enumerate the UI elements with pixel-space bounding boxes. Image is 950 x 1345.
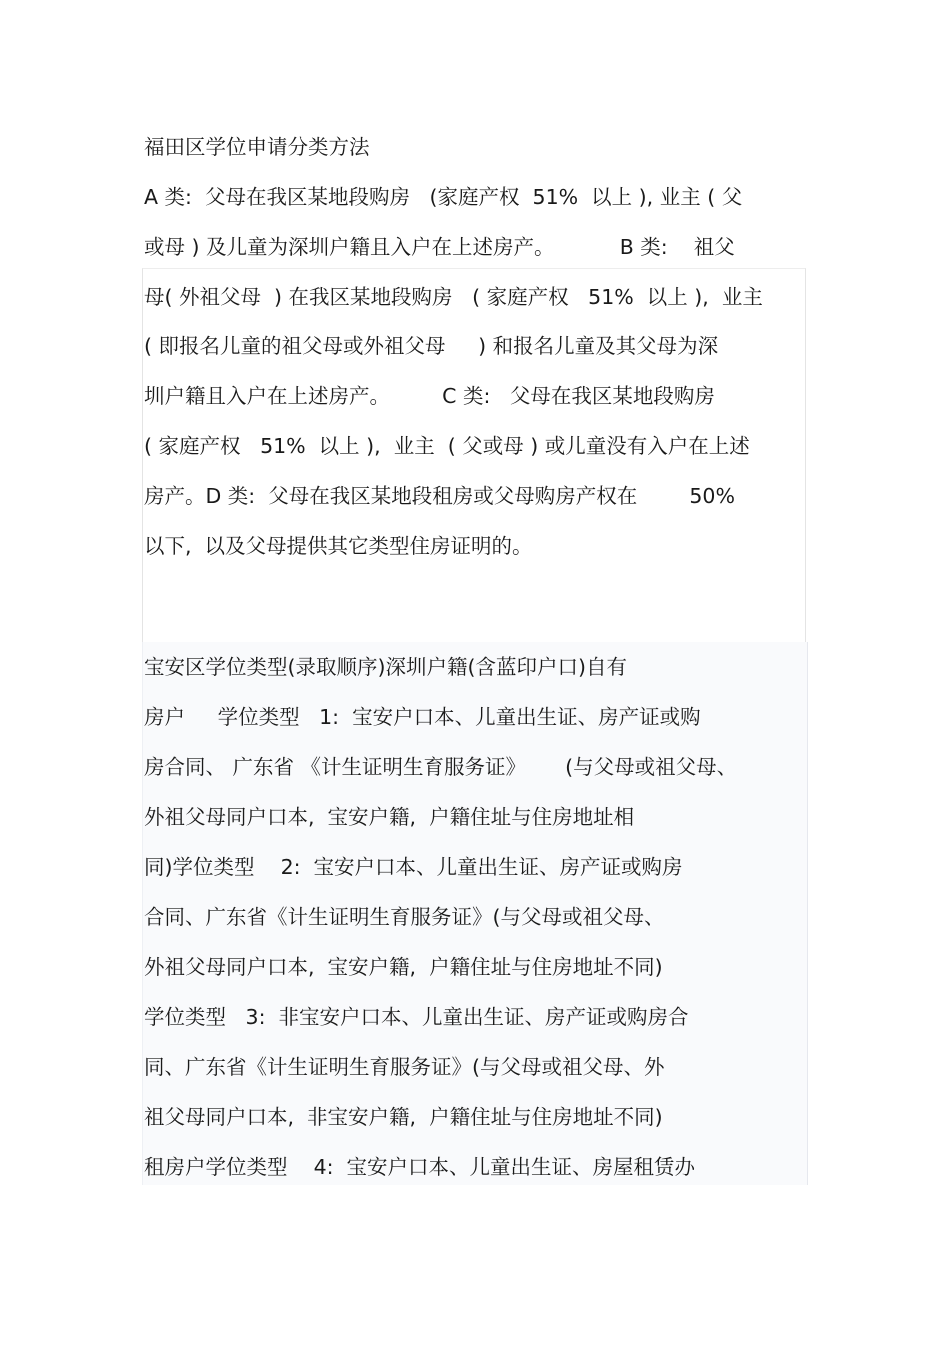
paragraph-line: 租房户学位类型 4: 宝安户口本、儿童出生证、房屋租赁办 bbox=[144, 1155, 696, 1179]
paragraph-line: 外祖父母同户口本, 宝安户籍, 户籍住址与住房地址不同) bbox=[144, 955, 663, 979]
paragraph-line: A 类: 父母在我区某地段购房 (家庭产权 51% 以上 ), 业主 ( 父 bbox=[144, 185, 743, 209]
paragraph-line: 同)学位类型 2: 宝安户口本、儿童出生证、房产证或购房 bbox=[144, 855, 683, 879]
paragraph-line: 学位类型 3: 非宝安户口本、儿童出生证、房产证或购房合 bbox=[144, 1005, 689, 1029]
section-title: 福田区学位申请分类方法 bbox=[144, 135, 370, 159]
paragraph-line: 祖父母同户口本, 非宝安户籍, 户籍住址与住房地址不同) bbox=[144, 1105, 663, 1129]
paragraph-line: 以下, 以及父母提供其它类型住房证明的。 bbox=[144, 534, 533, 558]
paragraph-line: 房产。D 类: 父母在我区某地段租房或父母购房产权在 50% bbox=[144, 484, 735, 508]
paragraph-line: 房合同、 广东省 《计生证明生育服务证》 (与父母或祖父母、 bbox=[144, 755, 738, 779]
paragraph-line: 房户 学位类型 1: 宝安户口本、儿童出生证、房产证或购 bbox=[144, 705, 701, 729]
paragraph-line: 圳户籍且入户在上述房产。 C 类: 父母在我区某地段购房 bbox=[144, 384, 715, 408]
paragraph-line: 或母 ) 及儿童为深圳户籍且入户在上述房产。 B 类: 祖父 bbox=[144, 235, 735, 259]
paragraph-line: 母( 外祖父母 ) 在我区某地段购房 ( 家庭产权 51% 以上 ), 业主 bbox=[144, 285, 763, 309]
paragraph-line: 合同、广东省《计生证明生育服务证》(与父母或祖父母、 bbox=[144, 905, 665, 929]
paragraph-line: 同、广东省《计生证明生育服务证》(与父母或祖父母、外 bbox=[144, 1055, 665, 1079]
paragraph-line: 外祖父母同户口本, 宝安户籍, 户籍住址与住房地址相 bbox=[144, 805, 635, 829]
paragraph-line: ( 家庭产权 51% 以上 ), 业主 ( 父或母 ) 或儿童没有入户在上述 bbox=[144, 434, 750, 458]
paragraph-line: ( 即报名儿童的祖父母或外祖父母 ) 和报名儿童及其父母为深 bbox=[144, 334, 719, 358]
paragraph-line: 宝安区学位类型(录取顺序)深圳户籍(含蓝印户口)自有 bbox=[144, 655, 627, 679]
